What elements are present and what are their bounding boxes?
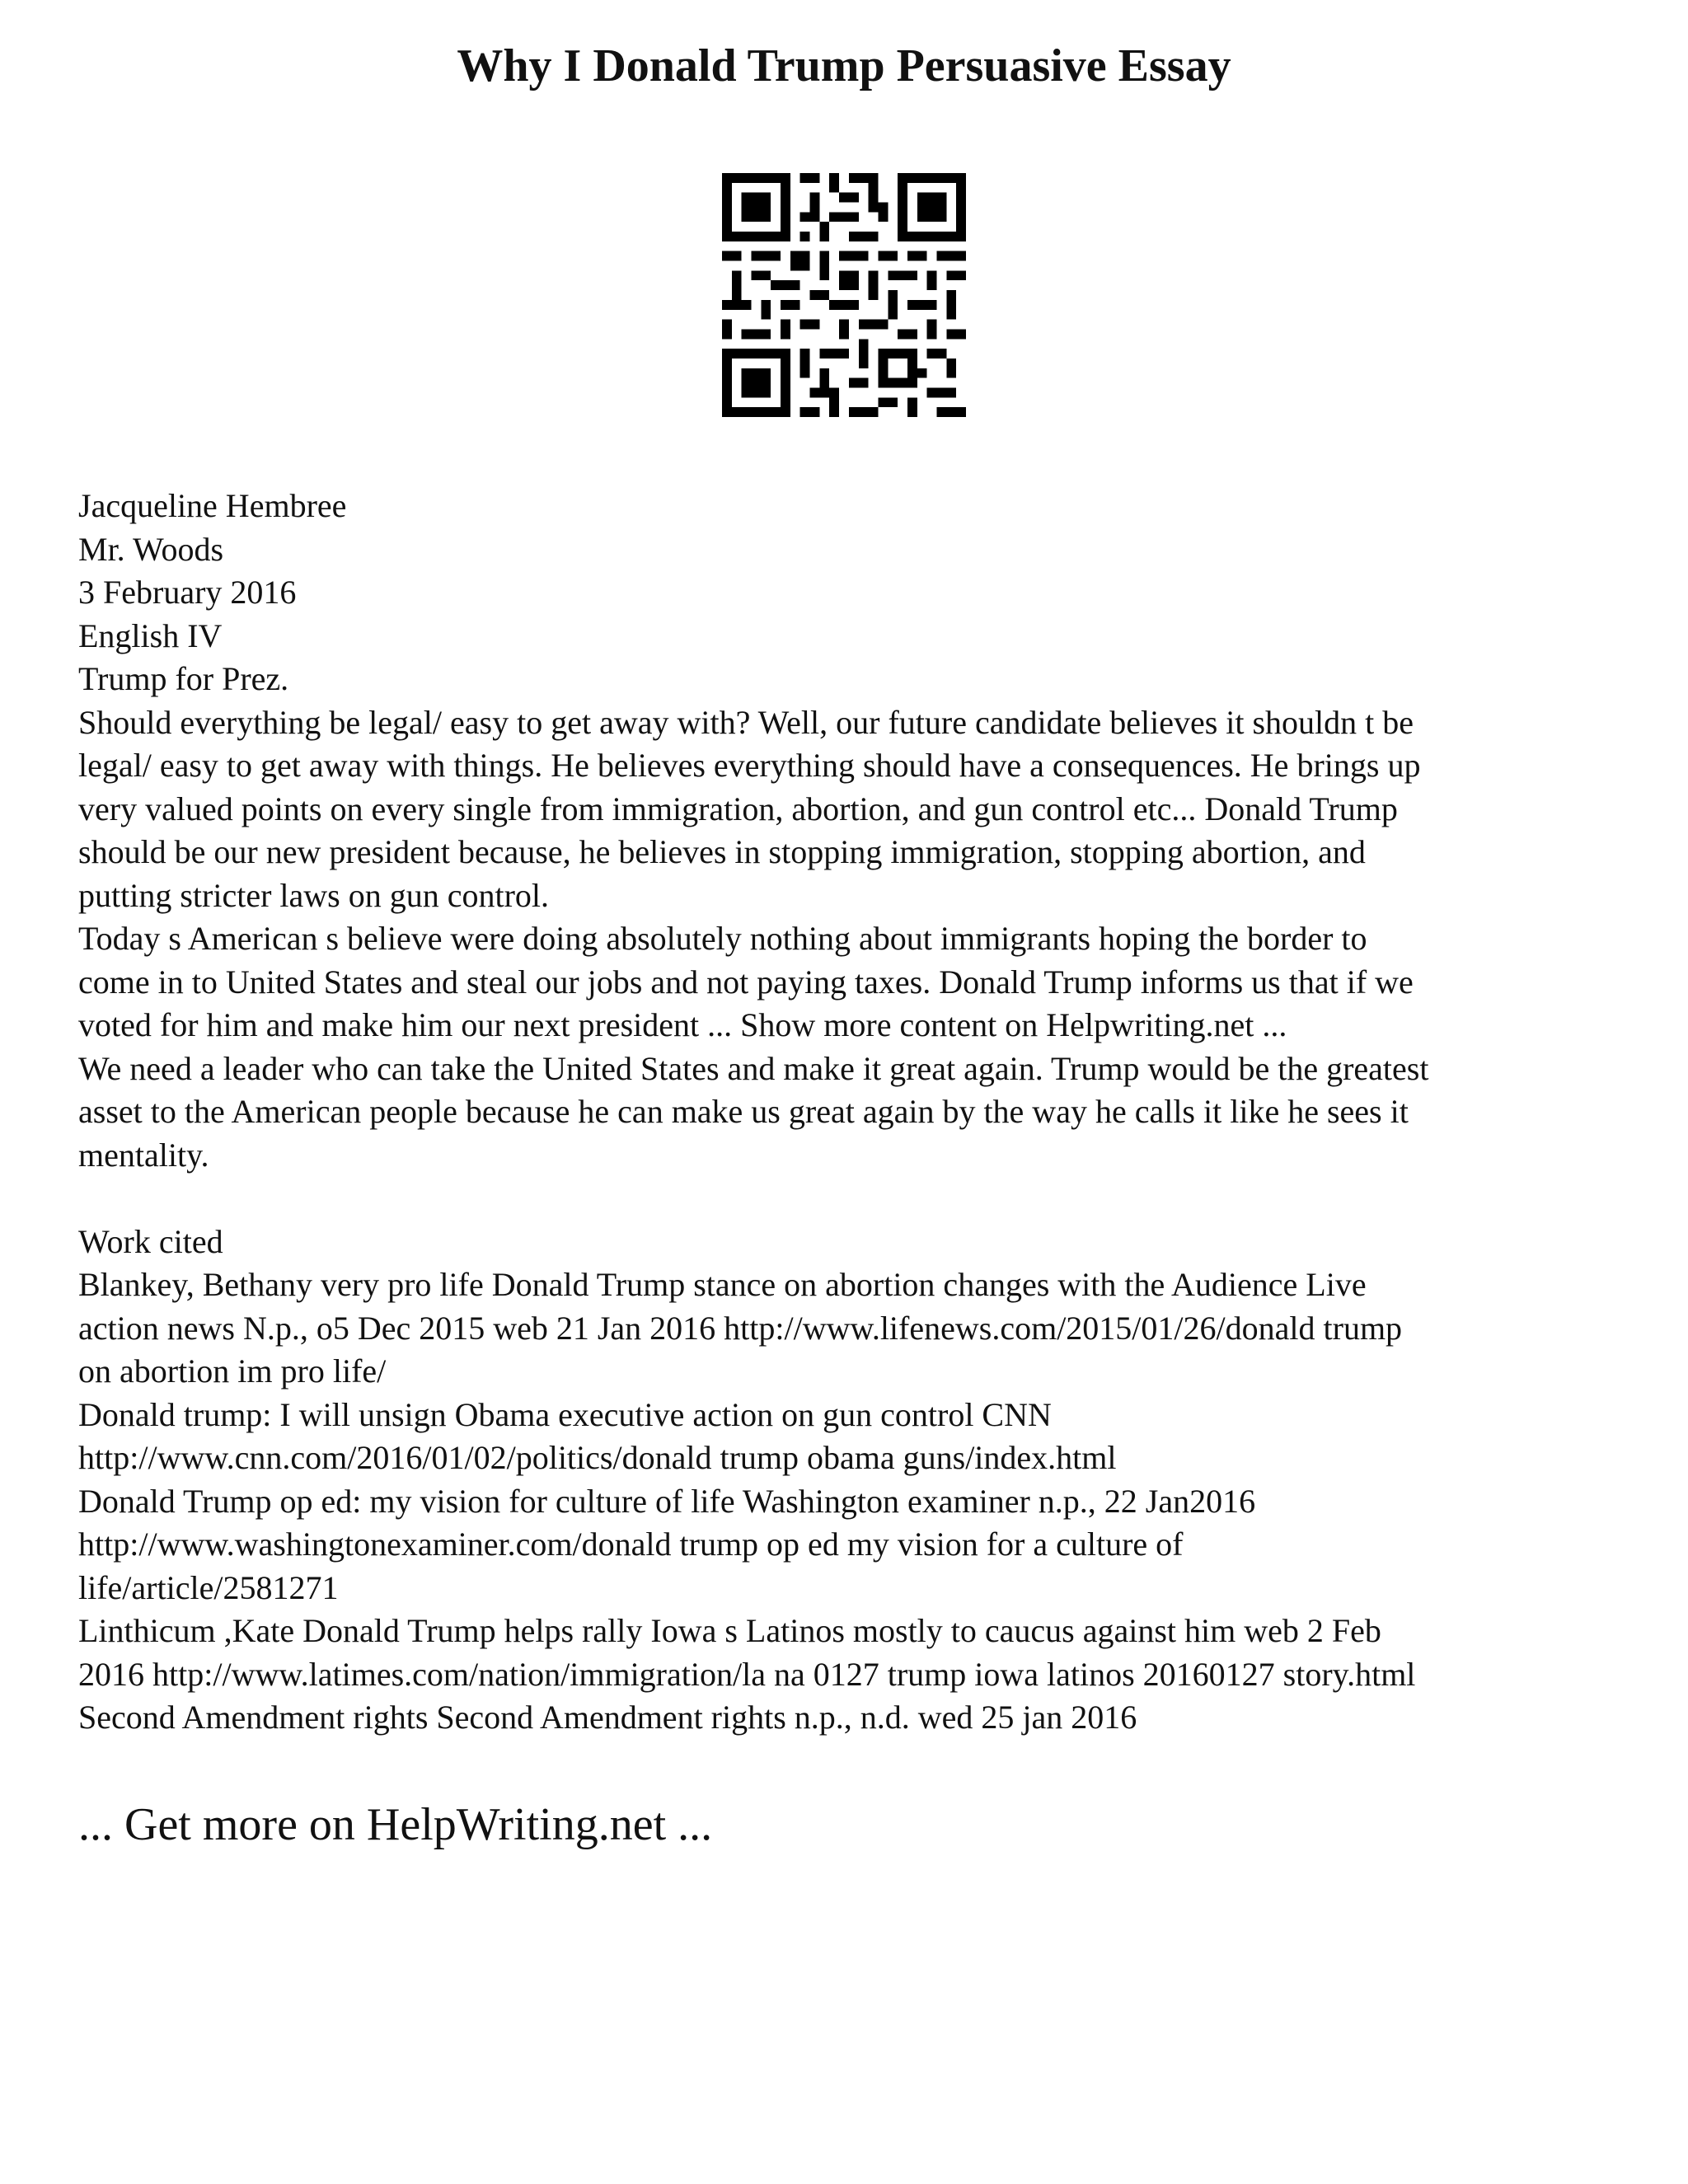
- page-title: Why I Donald Trump Persuasive Essay: [457, 40, 1231, 91]
- paragraph-line: mentality.: [78, 1136, 209, 1174]
- works-cited-heading: Work cited: [78, 1222, 223, 1260]
- citation-line: Blankey, Bethany very pro life Donald Trump stance on abortion changes with the Audience Live: [78, 1266, 1367, 1303]
- author-name: Jacqueline Hembree: [78, 487, 347, 524]
- paragraph-line: Should everything be legal/ easy to get away with? Well, our future candidate believes it shouldn t be: [78, 703, 1414, 741]
- paragraph-line: come in to United States and steal our jobs and not paying taxes. Donald Trump informs us that if we: [78, 963, 1414, 1001]
- show-more-link-line[interactable]: voted for him and make him our next president ... Show more content on Helpwriting.net ...: [78, 1006, 1287, 1043]
- qr-code-graphic: [722, 173, 966, 417]
- citation-line: Linthicum ,Kate Donald Trump helps rally Iowa s Latinos mostly to caucus against him web 2 Feb: [78, 1612, 1381, 1649]
- paragraph-line: Today s American s believe were doing absolutely nothing about immigrants hoping the border to: [78, 920, 1367, 957]
- essay-heading: Trump for Prez.: [78, 660, 289, 697]
- teacher-name: Mr. Woods: [78, 530, 224, 568]
- citation-line: action news N.p., o5 Dec 2015 web 21 Jan 2016 http://www.lifenews.com/2015/01/26/donald trump: [78, 1309, 1403, 1347]
- citation-line: Donald trump: I will unsign Obama executive action on gun control CNN: [78, 1395, 1052, 1433]
- section-spacer: [78, 1177, 1628, 1221]
- citation-line: Donald Trump op ed: my vision for culture of life Washington examiner n.p., 22 Jan2016: [78, 1482, 1256, 1520]
- citation-line: life/article/2581271: [78, 1568, 339, 1606]
- get-more-link[interactable]: ... Get more on HelpWriting.net ...: [78, 1799, 713, 1850]
- citation-line: http://www.washingtonexaminer.com/donald trump op ed my vision for a culture of: [78, 1526, 1184, 1563]
- citation-line: on abortion im pro life/: [78, 1352, 387, 1390]
- citation-line: http://www.cnn.com/2016/01/02/politics/donald trump obama guns/index.html: [78, 1439, 1117, 1476]
- citation-line: Second Amendment rights Second Amendment rights n.p., n.d. wed 25 jan 2016: [78, 1699, 1137, 1736]
- paragraph-line: putting stricter laws on gun control.: [78, 876, 550, 914]
- course-name: English IV: [78, 616, 223, 654]
- citation-line: 2016 http://www.latimes.com/nation/immigration/la na 0127 trump iowa latinos 20160127 story.html: [78, 1655, 1416, 1693]
- paragraph-line: legal/ easy to get away with things. He believes everything should have a consequences. He brings up: [78, 747, 1421, 784]
- paragraph-line: very valued points on every single from immigration, abortion, and gun control etc... Donald Trump: [78, 790, 1398, 827]
- essay-body: [78, 485, 1628, 1740]
- qr-code-icon: [722, 173, 966, 417]
- paragraph-line: should be our new president because, he believes in stopping immigration, stopping abortion, and: [78, 833, 1366, 870]
- essay-date: 3 February 2016: [78, 574, 297, 611]
- paragraph-line: asset to the American people because he can make us great again by the way he calls it like he sees it: [78, 1093, 1409, 1130]
- paragraph-line: We need a leader who can take the United States and make it great again. Trump would be the greatest: [78, 1049, 1429, 1087]
